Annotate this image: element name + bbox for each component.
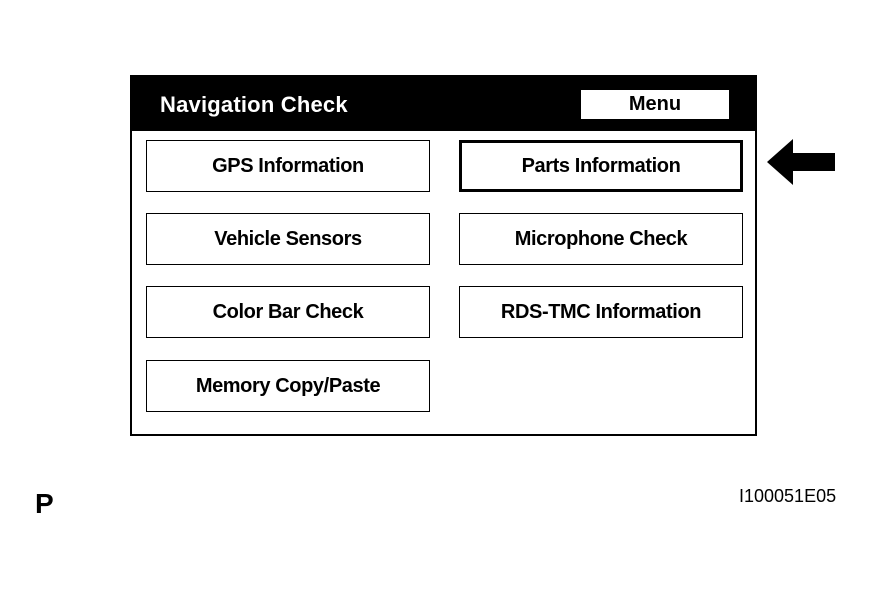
figure-id: I100051E05 (739, 486, 837, 506)
screen-title: Navigation Check (160, 92, 348, 117)
parts-information-button[interactable]: Parts Information (459, 140, 743, 192)
page-letter: P (35, 488, 54, 519)
vehicle-sensors-button[interactable]: Vehicle Sensors (146, 213, 430, 265)
color-bar-check-button[interactable]: Color Bar Check (146, 286, 430, 338)
navigation-check-screen (130, 75, 757, 436)
title-bar (132, 77, 755, 131)
arrow-left-icon (767, 139, 837, 185)
menu-button[interactable]: Menu (581, 90, 729, 119)
rds-tmc-information-button[interactable]: RDS-TMC Information (459, 286, 743, 338)
gps-information-button[interactable]: GPS Information (146, 140, 430, 192)
memory-copy-paste-button[interactable]: Memory Copy/Paste (146, 360, 430, 412)
microphone-check-button[interactable]: Microphone Check (459, 213, 743, 265)
